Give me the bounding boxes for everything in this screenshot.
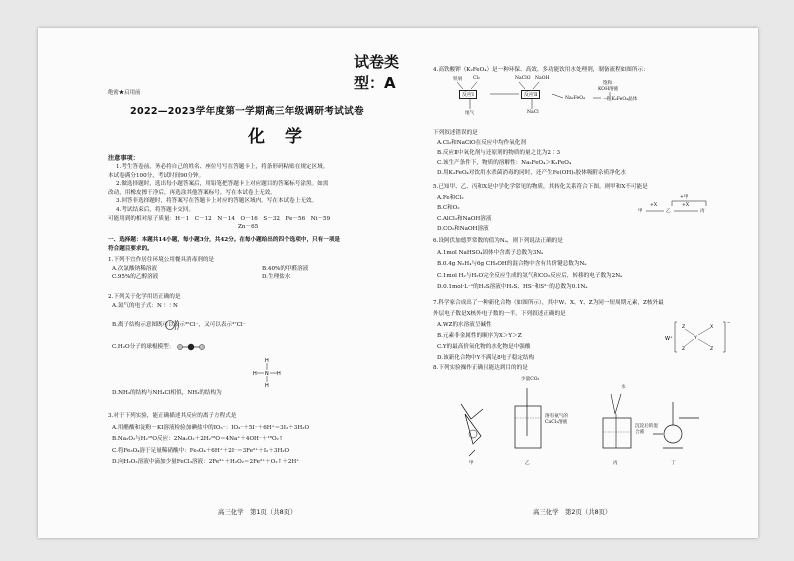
svg-text:N: N	[265, 371, 269, 377]
flow-arrows	[453, 76, 713, 126]
arrow-label: +甲	[680, 195, 689, 200]
figure-label-ding: 丁	[671, 461, 676, 466]
question-stem: 7.科学家合成出了一种新化合物（如图所示），其中W、X、Y、Z为同一短周期元素，Z核外最	[433, 300, 664, 306]
option-d: D.该新化合物中Y不满足8电子稳定结构	[437, 355, 535, 361]
svg-text:Z: Z	[710, 347, 714, 352]
svg-text:X: X	[710, 325, 714, 330]
svg-text:Z: Z	[682, 347, 686, 352]
figure-label-yi: 乙	[525, 461, 530, 466]
svg-text:W⁺: W⁺	[665, 336, 673, 342]
option-a: A.氮气的电子式：N⋮⋮N	[112, 302, 178, 309]
page-1	[108, 46, 426, 516]
option-c: C.AlCl₃和NaOH溶液	[437, 215, 492, 222]
svg-text:H: H	[265, 358, 269, 364]
lab-apparatus-diagram	[453, 374, 733, 469]
option-b: B.离子结构示意图既可以表示³⁵Cl⁻，又可以表示³⁷Cl⁻	[112, 322, 246, 328]
option-d: D.用K₂FeO₄对饮用水杀菌消毒的同时，还产生Fe(OH)₃胶体吸附杂质净化水	[437, 170, 626, 176]
question-stem: 6.设阿伏加德罗常数的值为Nₐ，则下列说法正确的是	[433, 238, 563, 244]
note-line: 2.做选择题时，选出每小题答案后，用铅笔把答题卡上对应题目的答案标号涂黑。如需	[116, 181, 329, 188]
svg-text:H: H	[253, 371, 257, 377]
page-footer: 高三化学 第1页（共8页）	[218, 508, 297, 516]
reaction-2-box: 反应Ⅱ	[521, 90, 540, 99]
note-line: 4.考试结束后，将答题卡交回。	[116, 206, 195, 213]
svg-text:Y: Y	[694, 336, 697, 341]
option-b: B.C和O₂	[437, 205, 460, 211]
question-4-options	[433, 128, 751, 178]
flow-label: 铁屑	[453, 77, 463, 82]
ammonium-structure-icon	[250, 356, 284, 388]
option-b: B.0.4g N₂H₄与6g CH₃OH的混合物中含有共价键总数为Nₐ	[437, 261, 587, 267]
option-d: D.生理盐水	[262, 274, 291, 281]
option-c: C.该生产条件下，物质的溶解性：Na₂FeO₄＞K₂FeO₄	[437, 160, 572, 166]
option-c: C.将Fe₃O₄溶于足量稀硝酸中：Fe₃O₄＋6H⁺＋2I⁻＝3Fe²⁺＋I₂＋3H₂O	[112, 447, 290, 454]
question-stem-cont: 外层电子数是X核外电子数的一半。下列叙述正确的是	[433, 311, 566, 317]
ion-structure-diagram-icon	[164, 319, 180, 331]
page-2	[433, 46, 745, 516]
flow-label: NaClO	[515, 76, 531, 81]
option-c: C.H₂O分子的球棍模型：	[112, 344, 175, 350]
question-6	[433, 236, 751, 294]
option-a: A.Fe和Cl₂	[437, 194, 464, 201]
flow-label: KOH溶液	[598, 87, 619, 92]
q4-flow-diagram	[453, 76, 713, 126]
flow-label: NaCl	[527, 110, 539, 115]
notes-heading: 注意事项：	[108, 155, 139, 162]
option-a: A.次氯酸钠稀溶液	[112, 265, 157, 272]
confidential-mark: 绝密★启用前	[108, 90, 141, 96]
option-a: A.用醋酸和淀粉－KI溶液检验加碘盐中的IO₃⁻：IO₃⁻＋5I⁻＋6H⁺＝3I₂＋3H₂O	[112, 424, 310, 431]
exam-sheet	[38, 28, 758, 538]
option-b: B.40%的甲醛溶液	[262, 265, 309, 272]
q8-apparatus-figures	[453, 374, 733, 469]
option-a: A.1mol NaHSO₄固体中含离子总数为3Nₐ	[437, 249, 544, 256]
page-footer: 高三化学 第2页（共8页）	[533, 508, 612, 516]
option-c: C.1mol H₂与H₂O完全反应生成的氢气和CO₂反应后，转移的电子数为2Nₐ	[437, 272, 623, 279]
section-1-heading: 一、选择题：本题共14小题，每小题3分，共42分。在每小题给出的四个选项中，只有一项是 符合题目要求的。	[108, 237, 341, 252]
compound-structure-icon	[665, 318, 733, 358]
exam-type-label: 试卷类型：A	[354, 53, 400, 92]
question-4-stem	[433, 66, 751, 75]
flow-label: 饱和	[603, 81, 613, 86]
question-2-option-c	[108, 341, 426, 353]
option-a: A.Cl₂和NaClO在反应中均作氧化剂	[437, 140, 526, 146]
arrow-label: +X	[682, 203, 690, 208]
svg-text:H: H	[277, 371, 281, 377]
node-label: 乙	[666, 209, 671, 214]
question-stem: 3.对于下列实验，能正确描述其反应的离子方程式是	[108, 413, 237, 419]
exam-title: 2022—2023学年度第一学期高三年级调研考试试卷	[130, 106, 364, 117]
question-stem: 2.下列关于化学用语正确的是	[108, 294, 181, 300]
question-stem: 1.下列不宜作居住环境公用餐具消毒剂的是	[108, 257, 215, 263]
apparatus-label: 少量CO₂	[521, 377, 540, 382]
figure-label-jia: 甲	[469, 461, 474, 466]
option-c: C.Y的最高价氧化物的水化物是中强酸	[437, 344, 531, 350]
question-1	[108, 256, 426, 282]
reaction-1-box: 反应Ⅰ	[459, 90, 477, 99]
note-line: 3.回答非选择题时，将答案写在答题卡上对应的答题区域内。写在本试卷上无效。	[116, 198, 318, 205]
question-2	[108, 293, 426, 310]
option-b: B.Na₂O₂与H₂¹⁸O反应：2Na₂O₂＋2H₂¹⁸O＝4Na⁺＋4OH⁻＋¹⁸O₂↑	[112, 436, 284, 442]
option-d: D.向H₂O₂溶液中滴加少量FeCl₃溶液：2Fe³⁺＋H₂O₂＝2Fe²⁺＋O₂↑＋2H⁺	[112, 459, 300, 465]
option-d: D.CO₂和NaOH溶液	[437, 226, 489, 232]
option-d: D.NH₃的结构与NH₄Cl相似，NH₃的结构为	[112, 390, 222, 396]
atomic-mass-line: 可能用到的相对原子质量：H－1 C－12 N－14 O－16 S－32 Fe－56 Ni－59	[108, 215, 331, 222]
subject-title: 化学	[248, 127, 322, 147]
arrow-label: +X	[650, 203, 658, 208]
node-label: 甲	[638, 209, 643, 214]
flow-label: 尾气	[465, 111, 475, 116]
option-b: B.反应Ⅱ中氧化剂与还原剂的物质的量之比为2∶3	[437, 150, 561, 156]
question-3	[108, 411, 426, 469]
option-a: A.WZ的水溶液呈碱性	[437, 322, 492, 328]
conversion-arrows	[638, 194, 728, 222]
question-stem: 4.高铁酸钾（K₂FeO₄）是一种环保、高效、多功能饮用水处理剂，制备流程如图所示：	[433, 67, 649, 73]
svg-text:Z: Z	[682, 325, 686, 330]
apparatus-label: 溶有氨气的CaCl₂溶液	[545, 414, 568, 425]
flow-label: Na₂FeO₄	[565, 96, 585, 101]
question-stem: 8.下列实验操作正确且能达到目的的是	[433, 365, 528, 371]
question-2-option-d	[108, 389, 426, 398]
ball-stick-model-icon	[176, 343, 206, 351]
exam-notes	[108, 163, 426, 232]
node-label: 丙	[700, 209, 705, 214]
option-d: D.0.1mol·L⁻¹的H₂S溶液中H₂S、HS⁻和S²⁻的总数为0.1Nₐ	[437, 284, 588, 290]
figure-label-bing: 丙	[613, 461, 618, 466]
flow-label: Cl₂	[473, 76, 480, 81]
note-line: 本试卷满分100分，考试时间90分钟。	[108, 172, 205, 179]
apparatus-label: 沉淀后的混合液	[635, 424, 658, 435]
option-c: C.95%的乙醇溶液	[112, 274, 159, 281]
q5-conversion-diagram	[638, 194, 728, 222]
option-b: B.元素非金属性的顺序为X＞Y＞Z	[437, 333, 522, 339]
apparatus-label: 水	[621, 385, 626, 390]
flow-label: NaOH	[535, 76, 550, 81]
question-prompt: 下列叙述错误的是	[433, 130, 478, 136]
note-line: 1.考生答卷前，务必将自己的姓名、座位号写在答题卡上，将条形码粘贴在规定区域。	[116, 164, 329, 170]
question-2-option-b	[108, 318, 426, 332]
flow-label: →粗K₂FeO₄晶体	[603, 97, 638, 102]
question-stem: 5.已知甲、乙、丙和X是中学化学常见的物质，其转化关系符合下图。则甲和X不可能是	[433, 184, 648, 190]
svg-text:−: −	[727, 320, 731, 325]
question-8-stem	[433, 364, 751, 373]
atomic-mass-line: Zn－65	[238, 224, 259, 231]
svg-text:H: H	[265, 383, 269, 388]
note-line: 改动，用橡皮擦干净后，再选涂其他答案标号。写在本试卷上无效。	[108, 189, 276, 196]
